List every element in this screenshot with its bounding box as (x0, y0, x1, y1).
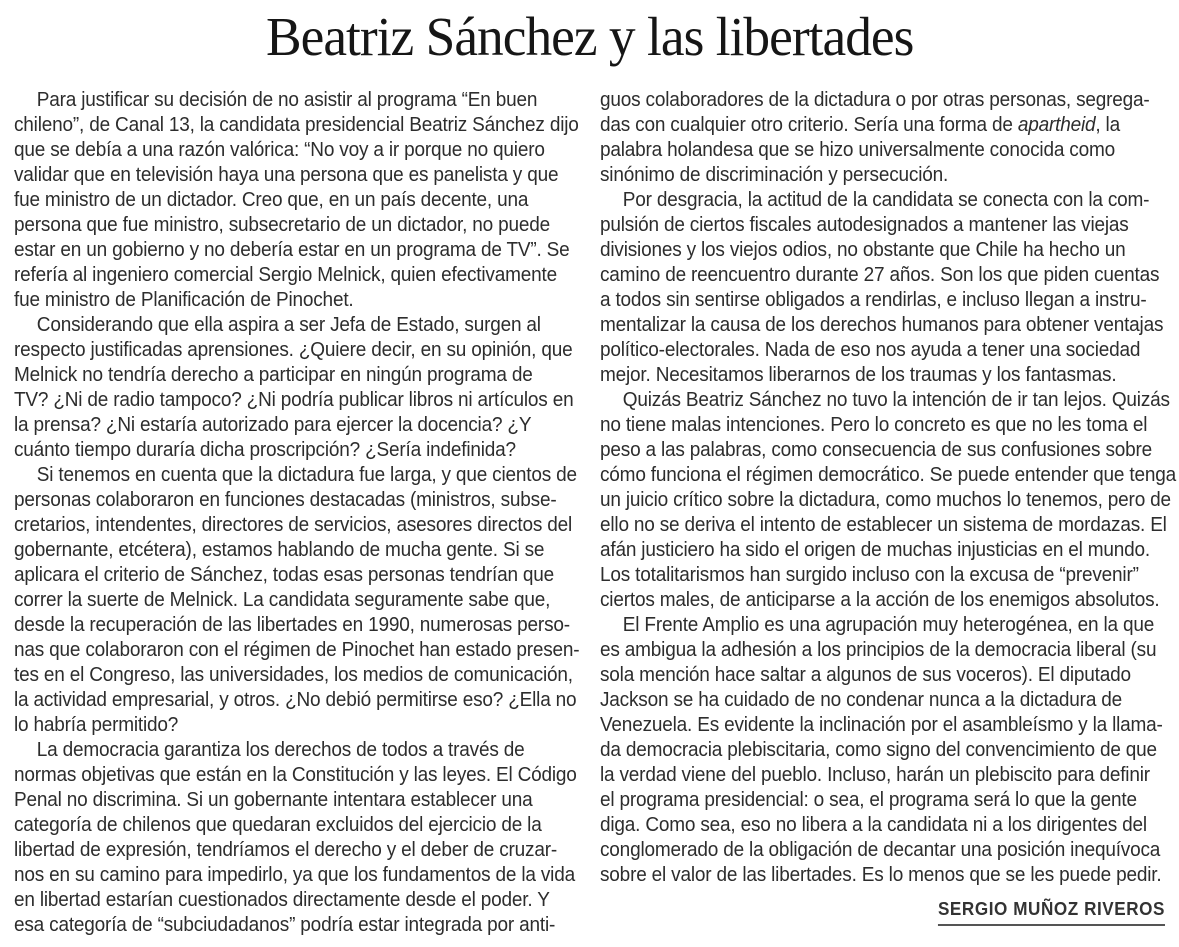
article-text-line: diga. Como sea, eso no libera a la candidata ni a los dirigentes del (600, 814, 1147, 836)
article-text-line: divisiones y los viejos odios, no obstante que Chile ha hecho un (600, 239, 1126, 261)
article-column-right (600, 88, 1176, 888)
article-paragraph (14, 313, 583, 463)
article-column-left (14, 88, 583, 938)
article-text-line: la prensa? ¿Ni estaría autorizado para ejercer la docencia? ¿Y (14, 414, 532, 436)
article-paragraph (600, 613, 1169, 888)
article-text-line: nas que colaboraron con el régimen de Pinochet han estado presen- (14, 639, 580, 661)
article-text-line: en libertad estarían cuestionados directamente desde el poder. Y (14, 889, 550, 911)
article-text-line: conglomerado de la obligación de decantar una posición inequívoca (600, 839, 1161, 861)
article-text-line: TV? ¿Ni de radio tampoco? ¿Ni podría publicar libros ni artículos en (14, 389, 574, 411)
article-text-line: cómo funciona el régimen democrático. Se puede entender que tenga (600, 464, 1176, 486)
article-paragraph (14, 463, 583, 738)
article-text-line: persona que fue ministro, subsecretario de un dictador, no puede (14, 214, 551, 236)
article-text-line: esa categoría de “subciudadanos” podría estar integrada por anti- (14, 914, 556, 936)
article-text-line: Para justificar su decisión de no asistir al programa “En buen (36, 89, 538, 111)
article-text-line: da democracia plebiscitaria, como signo del convencimiento de que (600, 739, 1157, 761)
article-text-line: palabra holandesa que se hizo universalmente conocida como (600, 139, 1115, 161)
article-text-line: Melnick no tendría derecho a participar en ningún programa de (14, 364, 533, 386)
article-text-line: Considerando que ella aspira a ser Jefa de Estado, surgen al (36, 314, 541, 336)
article-text-line: refería al ingeniero comercial Sergio Melnick, quien efectivamente (14, 264, 557, 286)
article-title (0, 6, 1179, 68)
article-text-line: peso a las palabras, como consecuencia de sus confusiones sobre (600, 439, 1153, 461)
article-text-line: afán justiciero ha sido el origen de muchas injusticias en el mundo. (600, 539, 1151, 561)
article-text-line: ciertos males, de anticiparse a la acción de los enemigos absolutos. (600, 589, 1160, 611)
article-text-line: sola mención hace saltar a algunos de sus voceros). El diputado (600, 664, 1131, 686)
article-title-text: Beatriz Sánchez y las libertades (265, 6, 914, 67)
article-text-line: fue ministro de un dictador. Creo que, en un país decente, una (14, 189, 529, 211)
article-text-line: guos colaboradores de la dictadura o por otras personas, segrega- (600, 89, 1150, 111)
article-text-line: estar en un gobierno y no debería estar en un programa de TV”. Se (14, 239, 570, 261)
article-text-line: político-electorales. Nada de eso nos ayuda a tener una sociedad (600, 339, 1141, 361)
article-paragraph (600, 388, 1176, 613)
article-text-line: libertad de expresión, tendríamos el derecho y el deber de cruzar- (14, 839, 557, 861)
article-text-line: la actividad empresarial, y otros. ¿No debió permitirse eso? ¿Ella no (14, 689, 577, 711)
article-text-line: que se debía a una razón valórica: “No voy a ir porque no quiero (14, 139, 545, 161)
article-text-line: Quizás Beatriz Sánchez no tuvo la intención de ir tan lejos. Quizás (622, 389, 1170, 411)
article-text-line: mentalizar la causa de los derechos humanos para obtener ventajas (600, 314, 1164, 336)
article-text-line: no tiene malas intenciones. Pero lo concreto es que no les toma el (600, 414, 1148, 436)
byline-author: SERGIO MUÑOZ RIVEROS (938, 899, 1165, 926)
article-text-line: Los totalitarismos han surgido incluso con la excusa de “prevenir” (600, 564, 1139, 586)
article-text-line: correr la suerte de Melnick. La candidata seguramente sabe que, (14, 589, 551, 611)
article-text-line: normas objetivas que están en la Constitución y las leyes. El Código (14, 764, 577, 786)
article-text-line: tes en el Congreso, las universidades, los medios de comunicación, (14, 664, 573, 686)
article-text-line: cretarios, intendentes, directores de servicios, asesores directos del (14, 514, 573, 536)
article-text-line: el programa presidencial: o sea, el programa será lo que la gente (600, 789, 1137, 811)
article-text-line: chileno”, de Canal 13, la candidata presidencial Beatriz Sánchez dijo (14, 114, 579, 136)
article-text-line: lo habría permitido? (14, 714, 179, 736)
article-text-line: Penal no discrimina. Si un gobernante intentara establecer una (14, 789, 533, 811)
article-text-line: personas colaboraron en funciones destacadas (ministros, subse- (14, 489, 557, 511)
article-text-line: camino de reencuentro durante 27 años. Son los que piden cuentas (600, 264, 1160, 286)
article-text-line: mejor. Necesitamos liberarnos de los traumas y los fantasmas. (600, 364, 1117, 386)
article-text-line: desde la recuperación de las libertades en 1990, numerosas perso- (14, 614, 570, 636)
article-text-line: Venezuela. Es evidente la inclinación por el asambleísmo y la llama- (600, 714, 1163, 736)
article-paragraph (600, 88, 1169, 188)
article-text-line: categoría de chilenos que quedaran excluidos del ejercicio de la (14, 814, 542, 836)
article-text-line: das con cualquier otro criterio. Sería una forma de apartheid, la (600, 114, 1120, 136)
article-text-line: El Frente Amplio es una agrupación muy heterogénea, en la que (622, 614, 1155, 636)
article-text-line: validar que en televisión haya una persona que es panelista y que (14, 164, 559, 186)
article-text-line: respecto justificadas aprensiones. ¿Quiere decir, en su opinión, que (14, 339, 573, 361)
article-text-line: Si tenemos en cuenta que la dictadura fue larga, y que cientos de (36, 464, 577, 486)
article-text-line: un juicio crítico sobre la dictadura, como muchos lo tenemos, pero de (600, 489, 1171, 511)
article-text-line: ello no se deriva el intento de establecer un sistema de mordazas. El (600, 514, 1167, 536)
article-text-line: sobre el valor de las libertades. Es lo menos que se les puede pedir. (600, 864, 1162, 886)
article-text-line: a todos sin sentirse obligados a rendirlas, e incluso llegan a instru- (600, 289, 1147, 311)
article-text-line: pulsión de ciertos fiscales autodesignados a mantener las viejas (600, 214, 1129, 236)
article-text-line: cuánto tiempo duraría dicha proscripción? ¿Sería indefinida? (14, 439, 516, 461)
byline-container (600, 899, 1165, 926)
article-text-line: Por desgracia, la actitud de la candidata se conecta con la com- (622, 189, 1150, 211)
article-text-line: la verdad viene del pueblo. Incluso, harán un plebiscito para definir (600, 764, 1150, 786)
article-text-line: sinónimo de discriminación y persecución. (600, 164, 949, 186)
article-text-line: es ambigua la adhesión a los principios de la democracia liberal (su (600, 639, 1157, 661)
article-text-line: aplicara el criterio de Sánchez, todas esas personas tendrían que (14, 564, 555, 586)
article-text-line: nos en su camino para impedirlo, ya que los fundamentos de la vida (14, 864, 575, 886)
article-text-line: fue ministro de Planificación de Pinochet. (14, 289, 354, 311)
article-text-line: Jackson se ha cuidado de no condenar nunca a la dictadura de (600, 689, 1123, 711)
article-paragraph (14, 88, 583, 313)
article-text-line: La democracia garantiza los derechos de todos a través de (36, 739, 525, 761)
article-text-line: gobernante, etcétera), estamos hablando de mucha gente. Si se (14, 539, 545, 561)
article-paragraph (14, 738, 583, 938)
article-paragraph (600, 188, 1169, 388)
